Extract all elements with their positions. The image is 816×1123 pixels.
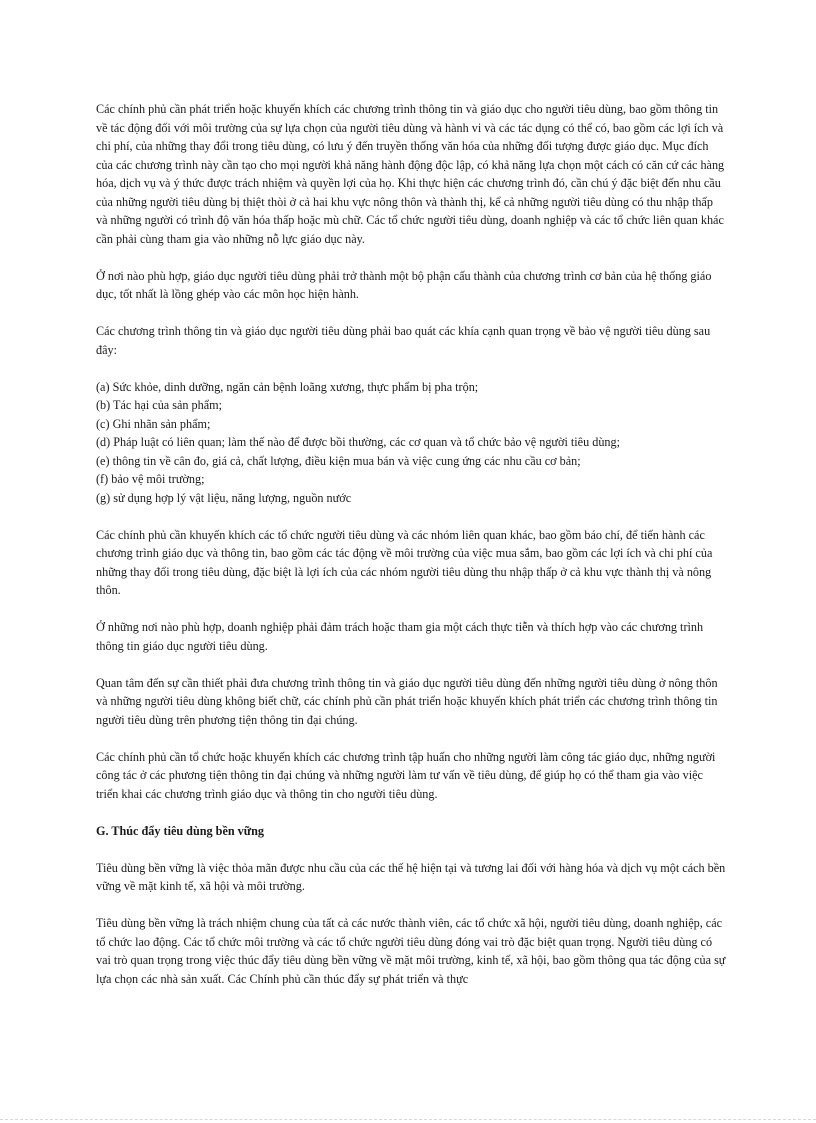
paragraph: Ở nơi nào phù hợp, giáo dục người tiêu dùng phải trở thành một bộ phận cấu thành của chương trình cơ bản của hệ thống giáo dục, tốt nhất là lồng ghép vào các môn học hiện hành. xyxy=(96,268,712,301)
list-item: (g) sử dụng hợp lý vật liệu, năng lượng, nguồn nước xyxy=(96,490,352,505)
paragraph: Ở những nơi nào phù hợp, doanh nghiệp phải đảm trách hoặc tham gia một cách thực tiễn và thích hợp vào các chương trình thông tin giáo dục người tiêu dùng. xyxy=(96,620,704,653)
paragraph: Tiêu dùng bền vững là việc thỏa mãn được nhu cầu của các thế hệ hiện tại và tương lai đối với hàng hóa và dịch vụ một cách bền vững về mặt kinh tế, xã hội và môi trường. xyxy=(96,860,726,893)
document-page xyxy=(96,100,726,1007)
list-item: (f) bảo vệ môi trường; xyxy=(96,472,205,486)
protection-aspects-list xyxy=(96,378,726,508)
list-item: (b) Tác hại của sản phẩm; xyxy=(96,398,222,412)
list-item: (e) thông tin về cân đo, giá cả, chất lượng, điều kiện mua bán và việc cung ứng các nhu cầu cơ bản; xyxy=(96,453,581,468)
list-item: (d) Pháp luật có liên quan; làm thế nào để được bồi thường, các cơ quan và tổ chức bảo vệ người tiêu dùng; xyxy=(96,435,620,449)
section-heading: G. Thúc đẩy tiêu dùng bền vững xyxy=(96,823,264,838)
paragraph: Các chính phủ cần tổ chức hoặc khuyến khích các chương trình tập huấn cho những người làm công tác giáo dục, những người công tác ở các phương tiện thông tin đại chúng và những người làm tư vấn về tiêu dùng, để giúp họ có thể tham gia vào việc triển khai các chương trình giáo dục và thông tin cho người tiêu dùng. xyxy=(96,749,716,801)
paragraph: Quan tâm đến sự cần thiết phải đưa chương trình thông tin và giáo dục người tiêu dùng đến những người tiêu dùng ở nông thôn và những người tiêu dùng không biết chữ, các chính phủ cần phát triển hoặc khuyến khích phát triển các chương trình thông tin người tiêu dùng trên phương tiện thông tin đại chúng. xyxy=(96,675,718,727)
page-bottom-rule xyxy=(0,1119,816,1120)
list-item: (a) Sức khỏe, dinh dưỡng, ngăn cản bệnh loãng xương, thực phẩm bị pha trộn; xyxy=(96,379,479,394)
paragraph: Tiêu dùng bền vững là trách nhiệm chung của tất cả các nước thành viên, các tổ chức xã hội, người tiêu dùng, doanh nghiệp, các tổ chức lao động. Các tổ chức môi trường và các tổ chức người tiêu dùng đóng vai trò đặc biệt quan trọng. Người tiêu dùng có vai trò quan trọng trong việc thúc đẩy tiêu dùng bền vững về mặt môi trường, kinh tế, xã hội, bao gồm thông qua tác động của sự lựa chọn các nhà sản xuất. Các Chính phủ cần thúc đẩy sự phát triển và thực xyxy=(96,916,726,986)
paragraph: Các chính phủ cần khuyến khích các tổ chức người tiêu dùng và các nhóm liên quan khác, bao gồm báo chí, để tiến hành các chương trình giáo dục và thông tin, bao gồm các tác động về môi trường của việc mua sắm, bao gồm các lợi ích và chi phí của những thay đổi trong tiêu dùng, đặc biệt là lợi ích của các nhóm người tiêu dùng thu nhập thấp ở cả khu vực thành thị và nông thôn. xyxy=(96,527,713,597)
paragraph: Các chính phủ cần phát triển hoặc khuyến khích các chương trình thông tin và giáo dục cho người tiêu dùng, bao gồm thông tin về tác động đối với môi trường của sự lựa chọn của người tiêu dùng và hành vi và các tác dụng có thể có, bao gồm các lợi ích và chi phí, của những thay đổi trong tiêu dùng, có lưu ý đến truyền thống văn hóa của những đối tượng được giáo dục. Mục đích của các chương trình này cần tạo cho mọi người khả năng hành động độc lập, có khả năng lựa chọn một cách có căn cứ các hàng hóa, dịch vụ và ý thức được trách nhiệm và quyền lợi của họ. Khi thực hiện các chương trình đó, cần chú ý đặc biệt đến nhu cầu của những người tiêu dùng bị thiệt thòi ở cả hai khu vực nông thôn và thành thị, kể cả những người tiêu dùng có thu nhập thấp và những người có trình độ văn hóa thấp hoặc mù chữ. Các tổ chức người tiêu dùng, doanh nghiệp và các tổ chức liên quan khác cần phải cùng tham gia vào những nỗ lực giáo dục này. xyxy=(96,102,725,246)
list-item: (c) Ghi nhãn sản phẩm; xyxy=(96,416,211,431)
paragraph: Các chương trình thông tin và giáo dục người tiêu dùng phải bao quát các khía cạnh quan trọng về bảo vệ người tiêu dùng sau đây: xyxy=(96,324,711,357)
